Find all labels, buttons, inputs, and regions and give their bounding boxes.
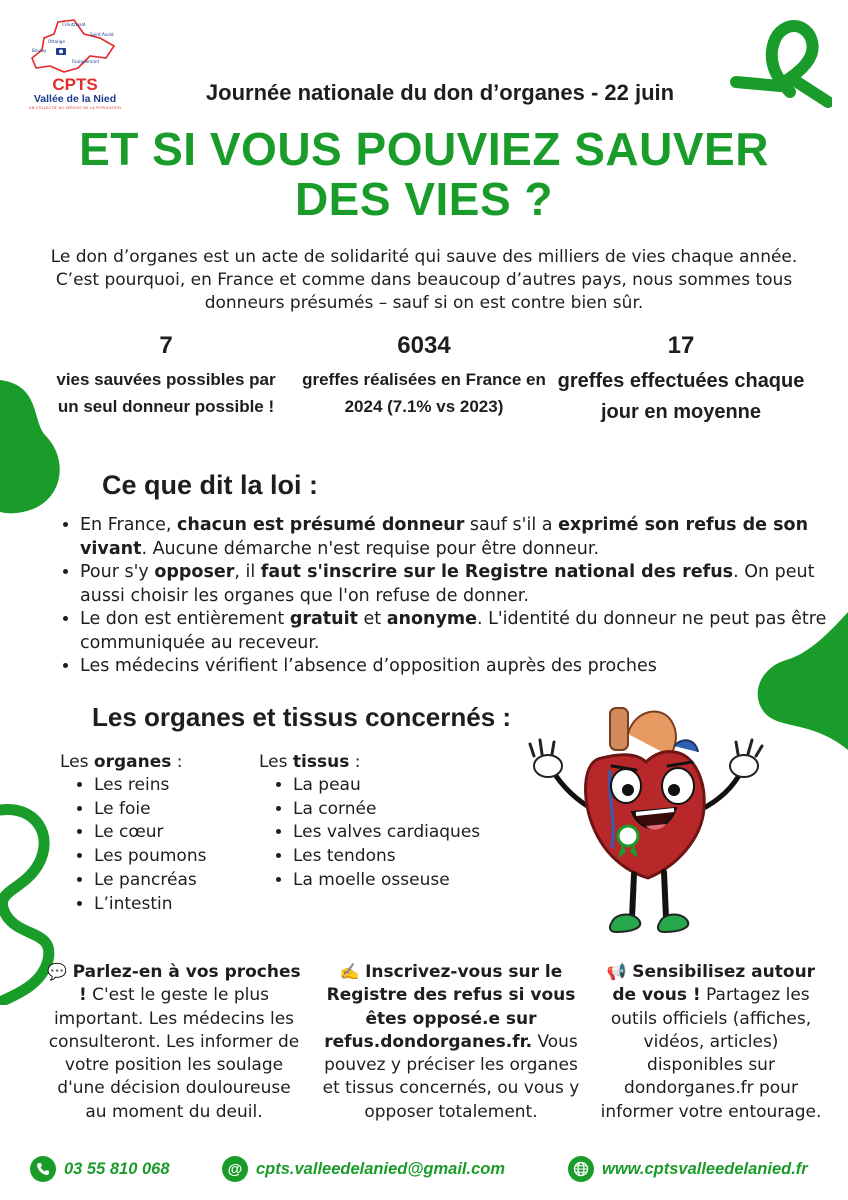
tissues-title-prefix: Les	[259, 752, 293, 772]
region-map-icon	[28, 16, 122, 78]
logo-tagline: UN COLLECTIF AU SERVICE DE LA POPULATION	[28, 106, 122, 110]
footer-phone[interactable]	[30, 1156, 170, 1182]
law-list	[52, 514, 848, 679]
action-bold: Parlez-en à vos proches !	[72, 962, 301, 1006]
footer-email[interactable]	[222, 1156, 505, 1182]
list-item: • La moelle osseuse	[293, 869, 519, 893]
list-item: • Le cœur	[94, 821, 260, 845]
list-item: • L’intestin	[94, 893, 260, 917]
page-subtitle: Journée nationale du don d’organes - 22 juin	[205, 80, 675, 105]
organs-title-prefix: Les	[60, 752, 94, 772]
stat-number: 7	[159, 332, 173, 359]
action-text: Vous pouvez y préciser les organes et tissus concernés, ou vous y opposer totalement.	[322, 1031, 580, 1122]
list-item: • La cornée	[293, 798, 519, 822]
law-heading: Ce que dit la loi :	[102, 470, 319, 500]
heart-mascot-illustration	[524, 700, 768, 944]
tissues-title	[259, 750, 519, 774]
organs-title	[60, 750, 260, 774]
town-label: Boulay	[32, 48, 47, 53]
stat-block	[302, 332, 546, 420]
law-item	[80, 655, 848, 679]
list-item: • La peau	[293, 774, 519, 798]
organs-list	[60, 774, 260, 916]
law-bold: chacun est présumé donneur	[177, 515, 465, 535]
organs-title-bold: organes	[93, 752, 172, 772]
organs-title-suffix: :	[171, 752, 183, 772]
action-text: C'est le geste le plus important. Les médecins les consulteront. Les informer de votre position les soulage d'une décision douloureuse au moment du deuil.	[48, 985, 300, 1122]
list-item: • Le foie	[94, 798, 260, 822]
law-item	[80, 561, 848, 608]
law-text: , il	[234, 562, 261, 582]
tissues-title-suffix: :	[349, 752, 361, 772]
intro-paragraph: Le don d’organes est un acte de solidarité qui sauve des milliers de vies chaque année. C’est pourquoi, en France et comme dans beaucoup d’autres pays, nous sommes tous donneurs présumés – sauf si on est contre bien sûr.	[50, 247, 798, 313]
law-bold: exprimé son refus de son vivant	[80, 515, 809, 559]
town-label: Créutzwald	[62, 22, 86, 27]
law-bold: opposer	[154, 562, 235, 582]
action-bold: Inscrivez-vous sur le Registre des refus si vous êtes opposé.e sur refus.dondorganes.fr.	[324, 962, 576, 1052]
globe-icon	[568, 1156, 594, 1182]
megaphone-icon: 📢	[606, 962, 627, 981]
left-glove-icon	[530, 740, 562, 777]
awareness-ribbon-icon	[728, 20, 832, 108]
stat-block	[44, 332, 288, 420]
law-text: En France,	[80, 515, 178, 535]
list-item: • Les tendons	[293, 845, 519, 869]
action-share	[598, 960, 824, 1124]
cpts-logo	[24, 14, 126, 110]
list-item: • Les poumons	[94, 845, 260, 869]
right-glove-icon	[730, 740, 762, 777]
organs-heading: Les organes et tissus concernés :	[92, 702, 512, 732]
town-label: Faulquemont	[72, 59, 100, 64]
law-item	[80, 608, 848, 655]
stat-number: 6034	[397, 332, 451, 359]
page-title: ET SI VOUS POUVIEZ SAUVER DES VIES ?	[79, 123, 769, 225]
email-address: cpts.valleedelanied@gmail.com	[256, 1159, 506, 1178]
action-bold: Sensibilisez autour de vous !	[612, 962, 816, 1006]
speech-bubble-icon: 💬	[47, 962, 68, 981]
phone-icon	[30, 1156, 56, 1182]
list-item: • Les reins	[94, 774, 260, 798]
tissues-column	[259, 750, 519, 893]
law-text: . Aucune démarche n'est requise pour être donneur.	[141, 538, 600, 559]
logo-subname: Vallée de la Nied	[33, 93, 117, 105]
stat-label: vies sauvées possibles par un seul donneur possible !	[56, 370, 276, 416]
town-label: Ottange	[48, 39, 66, 44]
list-item: • Les valves cardiaques	[293, 821, 519, 845]
footer-website[interactable]	[568, 1156, 808, 1182]
action-register	[320, 960, 582, 1124]
law-text: . L'identité du donneur ne peut pas être communiquée au receveur.	[80, 609, 827, 653]
stat-number: 17	[667, 332, 695, 359]
law-bold: faut s'inscrire sur le Registre national des refus	[260, 562, 734, 582]
law-text: Les médecins vérifient l’absence d’opposition auprès des proches	[80, 656, 657, 676]
website-url: www.cptsvalleedelanied.fr	[602, 1159, 808, 1178]
law-text: Le don est entièrement	[80, 609, 290, 629]
logo-name: CPTS	[52, 75, 98, 94]
town-label: Saint Avold	[90, 32, 114, 37]
law-text: Pour s'y	[80, 562, 155, 582]
phone-number: 03 55 810 068	[64, 1159, 170, 1178]
stat-label: greffes effectuées chaque jour en moyenne	[557, 370, 805, 423]
list-item: • Le pancréas	[94, 869, 260, 893]
organs-column	[60, 750, 260, 916]
action-text: Partagez les outils officiels (affiches, vidéos, articles) disponibles sur dondorganes.fr pour informer votre entourage.	[600, 985, 822, 1122]
law-text: . On peut aussi choisir les organes que l'on refuse de donner.	[80, 562, 815, 606]
stat-label: greffes réalisées en France en 2024 (7.1% vs 2023)	[302, 370, 546, 416]
writing-hand-icon: ✍️	[339, 962, 360, 981]
law-bold: gratuit	[289, 609, 358, 629]
at-sign-icon: @	[222, 1156, 248, 1182]
action-talk	[46, 960, 302, 1124]
law-text: et	[357, 609, 387, 629]
tissues-title-bold: tissus	[292, 752, 350, 772]
law-item	[80, 514, 848, 561]
stat-block	[552, 332, 810, 428]
law-bold: anonyme	[386, 609, 477, 629]
law-text: sauf s'il a	[464, 515, 559, 535]
tissues-list	[259, 774, 519, 893]
